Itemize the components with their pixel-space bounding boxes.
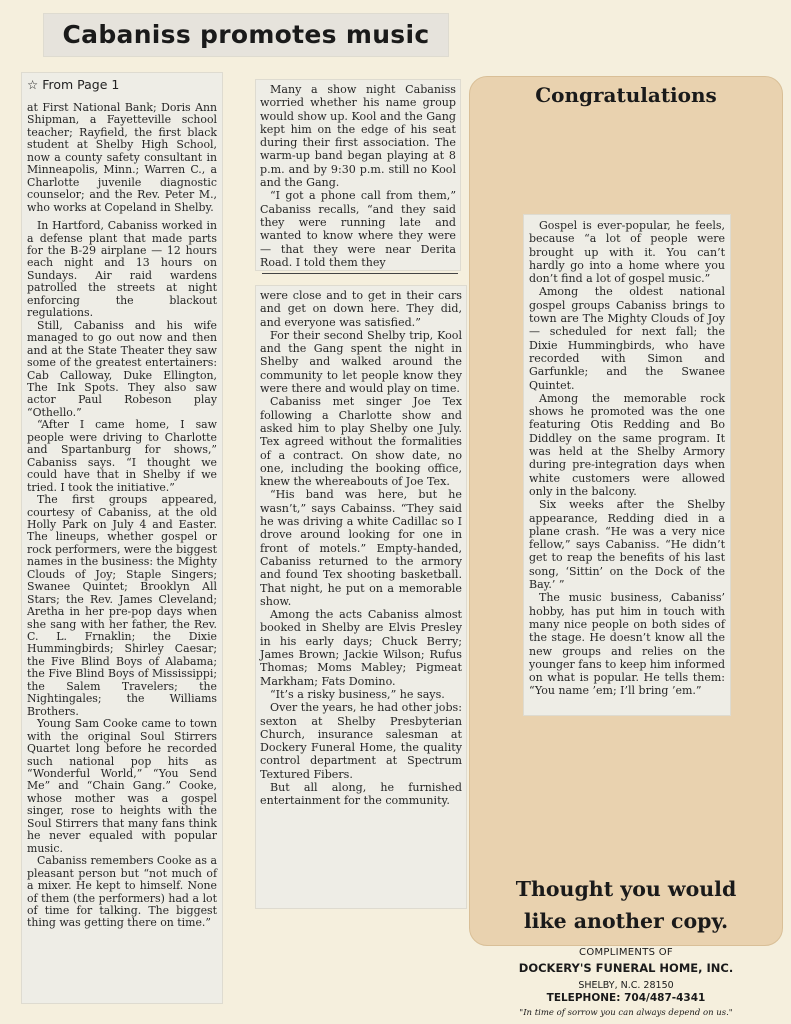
paragraph: Cabaniss met singer Joe Tex following a Charlotte show and asked him to play Shelby one July. Tex agreed without the formalities of a contract. On show date, no one, including the booking office, knew the whereabouts of Joe Tex.	[260, 395, 462, 489]
paragraph: Among the acts Cabaniss almost booked in Shelby are Elvis Presley in his early days; Chuck Berry; James Brown; Jackie Wilson; Rufus Thomas; Moms Mabley; Pigmeat Markham; Fats Domino.	[260, 608, 462, 688]
paragraph: “I got a phone call from them,” Cabaniss recalls, “and they said they were running late and wanted to know where they were — that they were near Derita Road. I told them they	[260, 189, 456, 269]
ad-phone: TELEPHONE: 704/487-4341	[546, 992, 706, 1004]
paragraph: The music business, Cabaniss’ hobby, has put him in touch with many nice people on both sides of the stage. He doesn’t know all the new groups and relies on the younger fans to keep him informed on what is popular. He tells them: “You name ’em; I’ll bring ’em.”	[529, 591, 725, 698]
paragraph: For their second Shelby trip, Kool and the Gang spent the night in Shelby and walked around the community to let people know they were there and would play on time.	[260, 328, 462, 396]
article-column-1	[22, 73, 222, 1003]
paragraph: Among the oldest national gospel groups Cabaniss brings to town are The Mighty Clouds of Joy — scheduled for next fall; the Dixie Hummingbirds, who have recorded with Simon and Garfunkle; and the Swanee Quintet.	[529, 285, 725, 392]
paragraph: Many a show night Cabaniss worried whether his name group would show up. Kool and the Gang kept him on the edge of his seat during their first association. The warm-up band began playing at 8 p.m. and by 9:30 p.m. still no Kool and the Gang.	[260, 83, 456, 190]
paragraph: “After I came home, I saw people were driving to Charlotte and Spartanburg for shows,” Cabaniss says. “I thought we could have that in Shelby if we tried. I took the initiative.”	[27, 418, 217, 494]
paragraph: But all along, he furnished entertainment for the community.	[260, 780, 462, 808]
continuation-label: From Page 1	[42, 77, 120, 92]
paragraph: Cabaniss remembers Cooke as a pleasant person but “not much of a mixer. He kept to himself. None of them (the performers) had a lot of time for talking. The biggest thing was getting there on time.”	[27, 854, 217, 930]
star-icon: ☆	[27, 77, 39, 92]
paragraph: at First National Bank; Doris Ann Shipman, a Fayetteville school teacher; Rayfield, the first black student at Shelby High School, now a county safety consultant in Minneapolis, Minn.; Warren C., a Charlotte juvenile diagnostic counselor; and the Rev. Peter M., who works at Copeland in Shelby.	[27, 101, 217, 214]
continuation-line	[27, 77, 217, 92]
ad-compliments: COMPLIMENTS OF	[579, 947, 673, 958]
paragraph: Gospel is ever-popular, he feels, because “a lot of people were brought up with it. You can’t hardly go into a home where you don’t find a lot of gospel music.”	[529, 219, 725, 286]
paragraph: Still, Cabaniss and his wife managed to go out now and then and at the State Theater they saw some of the greatest entertainers: Cab Calloway, Duke Ellington, The Ink Spots. They also saw actor Paul Robeson play “Othello.”	[27, 318, 217, 419]
ad-company: DOCKERY'S FUNERAL HOME, INC.	[518, 961, 734, 975]
paragraph: Six weeks after the Shelby appearance, Redding died in a plane crash. “He was a very nice fellow,” says Cabaniss. “He didn’t get to reap the benefits of his last song, ‘Sittin’ on the Dock of the Bay.’ ”	[529, 498, 725, 592]
headline: Cabaniss promotes music	[44, 14, 448, 56]
ad-slogan: "In time of sorrow you can always depend on us."	[519, 1008, 733, 1018]
paragraph: The first groups appeared, courtesy of Cabaniss, at the old Holly Park on July 4 and Easter. The lineups, whether gospel or rock performers, were the biggest names in the business: the Mighty Clouds of Joy; Staple Singers; Swanee Quintet; Brooklyn All Stars; the Rev. James Cleveland; Aretha in her pre-pop days when she sang with her father, the Rev. C. L. Frnaklin; the Dixie Hummingbirds; Shirley Caesar; the Five Blind Boys of Alabama; the Five Blind Boys of Mississippi; the Salem Travelers; the Nightingales; the Williams Brothers.	[27, 493, 217, 718]
ad-tagline-line: Thought you would	[515, 877, 737, 901]
paragraph: “It’s a risky business,” he says.	[270, 687, 445, 701]
column-divider	[262, 273, 458, 274]
paragraph: Young Sam Cooke came to town with the original Soul Stirrers Quartet long before he recorded such national pop hits as “Wonderful World,” “You Send Me” and “Chain Gang.” Cooke, whose mother was a gospel singer, rose to heights with the Soul Stirrers that many fans think he never equaled with popular music.	[27, 717, 217, 855]
article-column-2-top	[256, 80, 460, 270]
paragraph: In Hartford, Cabaniss worked in a defense plant that made parts for the B-29 airplane — 12 hours each night and 13 hours on Sundays. Air raid wardens patrolled the streets at night enforcing the blackout regulations.	[27, 219, 217, 320]
ad-tagline-line: like another copy.	[523, 909, 729, 933]
paragraph: Over the years, he had other jobs: sexton at Shelby Presbyterian Church, insurance salesman at Dockery Funeral Home, the quality control department at Spectrum Textured Fibers.	[260, 701, 462, 781]
ad-tagline	[470, 873, 782, 937]
article-column-3	[524, 215, 730, 715]
paragraph: Among the memorable rock shows he promoted was the one featuring Otis Redding and Bo Diddley on the same program. It was held at the Shelby Armory during pre-integration days when white customers were allowed only in the balcony.	[529, 391, 725, 498]
article-column-2-bottom	[256, 286, 466, 908]
paragraph: were close and to get in their cars and get on down here. They did, and everyone was satisfied.”	[260, 289, 462, 329]
ad-title: Congratulations	[535, 83, 717, 107]
paragraph: “His band was here, but he wasn’t,” says Cabainss. “They said he was driving a white Cadillac so I drove around looking for one in front of motels.” Empty-handed, Cabaniss returned to the armory and found Tex shooting basketball. That night, he put on a memorable show.	[260, 488, 462, 608]
ad-city: SHELBY, N.C. 28150	[578, 980, 674, 991]
